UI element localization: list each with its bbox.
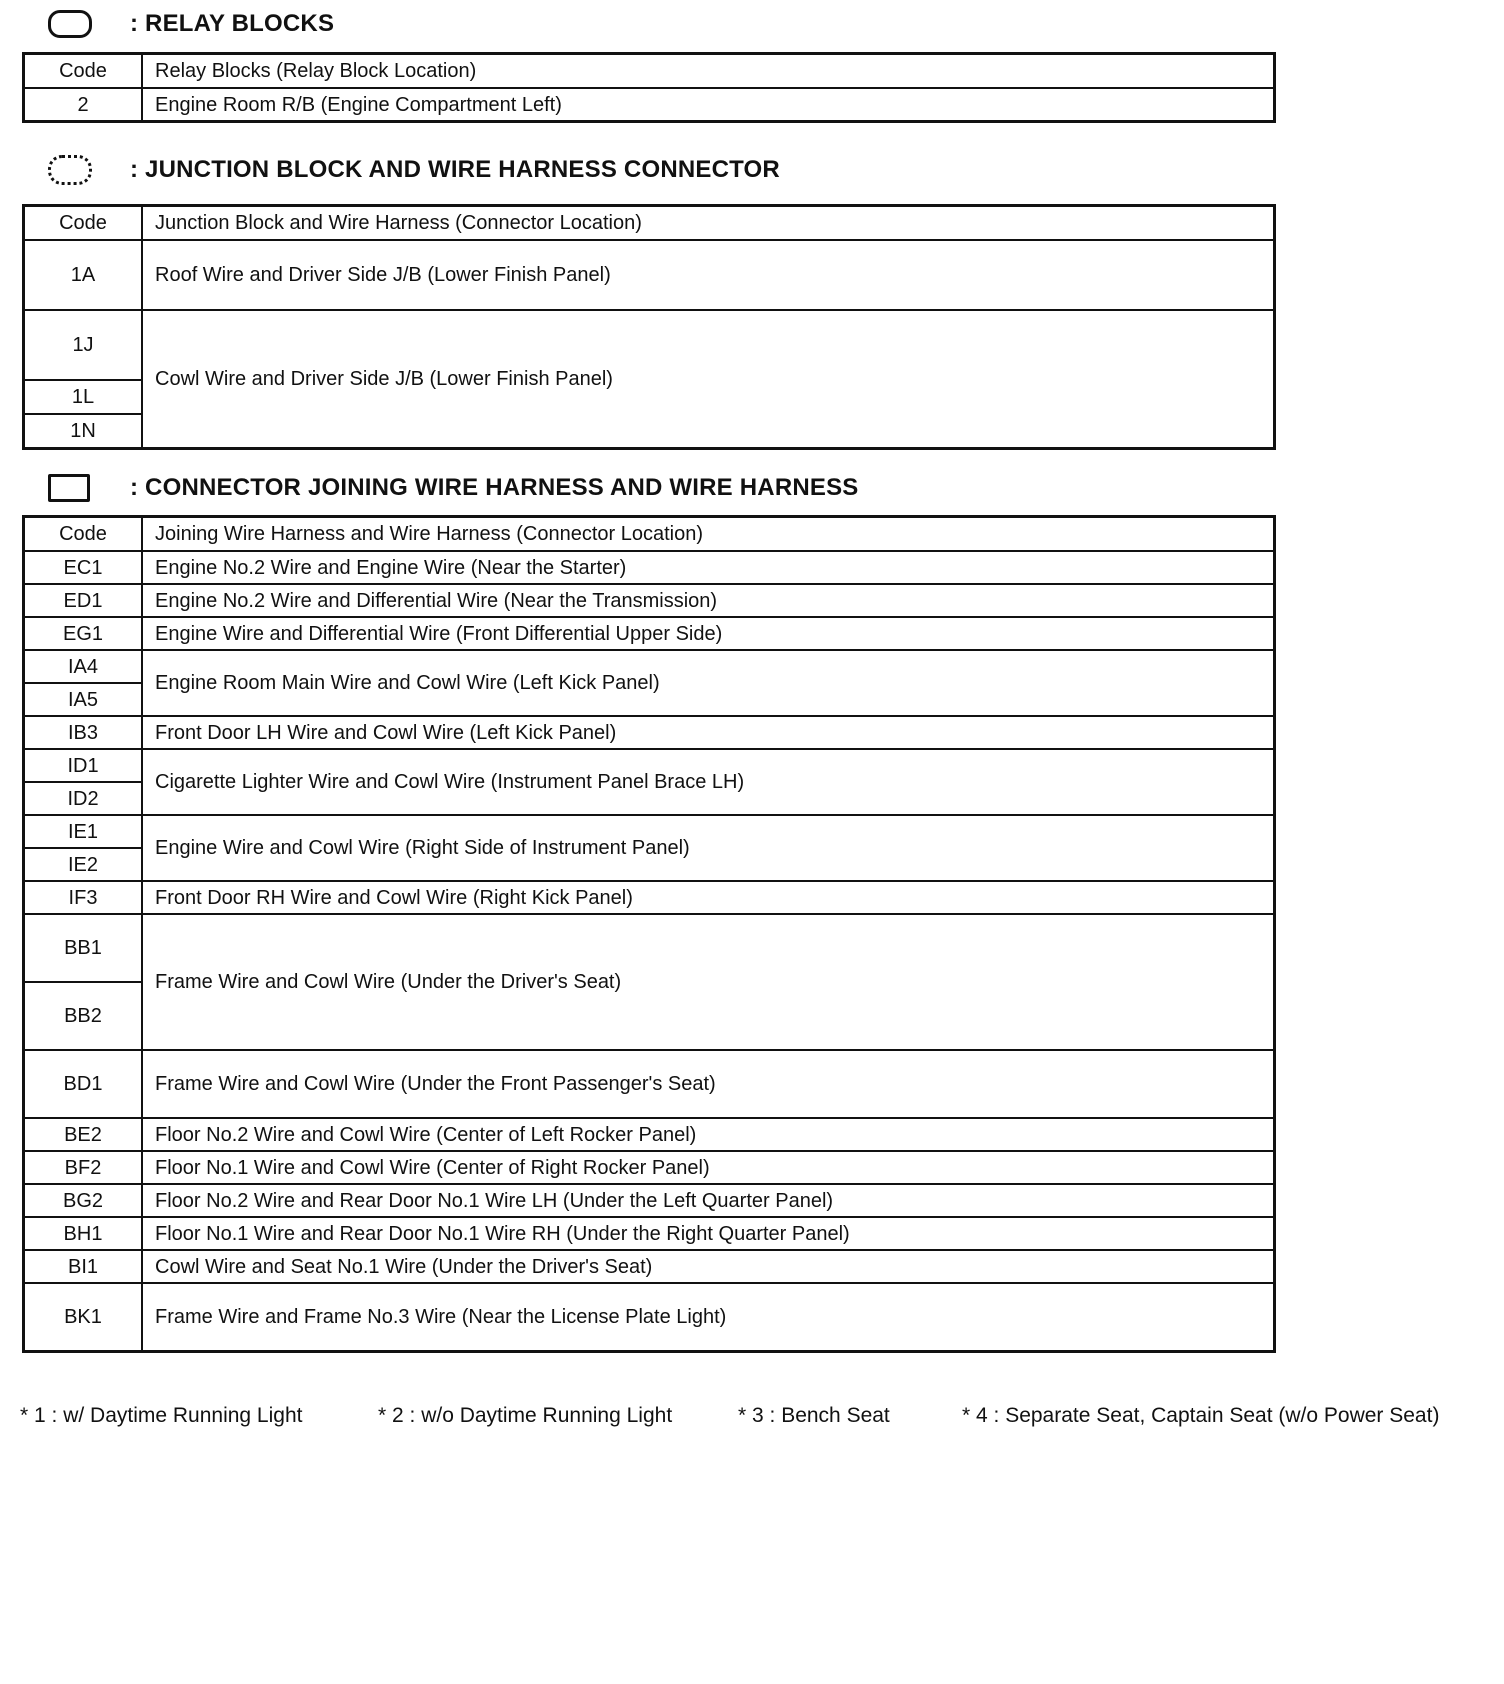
code-cell: BD1 xyxy=(24,1050,143,1118)
description-cell: Floor No.2 Wire and Cowl Wire (Center of Left Rocker Panel) xyxy=(142,1118,1275,1151)
table-row xyxy=(24,1050,1275,1118)
footnote: * 3 : Bench Seat xyxy=(738,1404,890,1427)
table-row xyxy=(24,914,1275,982)
code-header: Code xyxy=(24,54,143,89)
square-icon xyxy=(48,474,90,502)
code-cell: ED1 xyxy=(24,584,143,617)
table-row xyxy=(24,88,1275,122)
code-cell: IE2 xyxy=(24,848,143,881)
description-header: Joining Wire Harness and Wire Harness (Connector Location) xyxy=(142,517,1275,552)
table-row xyxy=(24,310,1275,380)
junction-block-table xyxy=(22,204,1276,450)
description-cell: Engine No.2 Wire and Differential Wire (Near the Transmission) xyxy=(142,584,1275,617)
table-row xyxy=(24,881,1275,914)
description-header: Relay Blocks (Relay Block Location) xyxy=(142,54,1275,89)
table-header-row xyxy=(24,517,1275,552)
code-cell: IE1 xyxy=(24,815,143,848)
table-row xyxy=(24,716,1275,749)
description-cell: Front Door LH Wire and Cowl Wire (Left Kick Panel) xyxy=(142,716,1275,749)
code-header: Code xyxy=(24,206,143,241)
table-header-row xyxy=(24,54,1275,89)
code-cell: 1J xyxy=(24,310,143,380)
description-cell: Frame Wire and Frame No.3 Wire (Near the License Plate Light) xyxy=(142,1283,1275,1352)
code-cell: 1N xyxy=(24,414,143,448)
code-cell: EG1 xyxy=(24,617,143,650)
footnote: * 1 : w/ Daytime Running Light xyxy=(20,1404,303,1427)
section-heading-junction-block xyxy=(48,150,780,190)
table-row xyxy=(24,551,1275,584)
description-cell: Floor No.1 Wire and Rear Door No.1 Wire RH (Under the Right Quarter Panel) xyxy=(142,1217,1275,1250)
footnote: * 4 : Separate Seat, Captain Seat (w/o Power Seat) xyxy=(962,1404,1440,1427)
rounded-rectangle-icon xyxy=(48,10,92,38)
description-cell: Engine Room R/B (Engine Compartment Left) xyxy=(142,88,1275,122)
code-cell: BK1 xyxy=(24,1283,143,1352)
table-row xyxy=(24,1250,1275,1283)
table-row xyxy=(24,749,1275,782)
table-header-row xyxy=(24,206,1275,241)
code-cell: 2 xyxy=(24,88,143,122)
relay-blocks-table xyxy=(22,52,1276,123)
description-cell: Floor No.2 Wire and Rear Door No.1 Wire LH (Under the Left Quarter Panel) xyxy=(142,1184,1275,1217)
section-heading-relay-blocks xyxy=(48,4,335,44)
code-cell: BH1 xyxy=(24,1217,143,1250)
description-cell: Cowl Wire and Seat No.1 Wire (Under the Driver's Seat) xyxy=(142,1250,1275,1283)
table-row xyxy=(24,1283,1275,1352)
table-row xyxy=(24,650,1275,683)
table-row xyxy=(24,1217,1275,1250)
code-cell: BF2 xyxy=(24,1151,143,1184)
section-title: : RELAY BLOCKS xyxy=(130,10,335,37)
description-cell: Engine Wire and Cowl Wire (Right Side of Instrument Panel) xyxy=(142,815,1275,881)
table-row xyxy=(24,240,1275,310)
code-header: Code xyxy=(24,517,143,552)
description-cell: Front Door RH Wire and Cowl Wire (Right Kick Panel) xyxy=(142,881,1275,914)
description-cell: Frame Wire and Cowl Wire (Under the Front Passenger's Seat) xyxy=(142,1050,1275,1118)
description-cell: Frame Wire and Cowl Wire (Under the Driver's Seat) xyxy=(142,914,1275,1050)
code-cell: BI1 xyxy=(24,1250,143,1283)
code-cell: BG2 xyxy=(24,1184,143,1217)
description-cell: Engine Wire and Differential Wire (Front Differential Upper Side) xyxy=(142,617,1275,650)
description-cell: Engine Room Main Wire and Cowl Wire (Left Kick Panel) xyxy=(142,650,1275,716)
code-cell: BB2 xyxy=(24,982,143,1050)
dotted-rounded-rectangle-icon xyxy=(48,155,92,185)
section-title: : JUNCTION BLOCK AND WIRE HARNESS CONNECTOR xyxy=(130,156,780,183)
table-row xyxy=(24,1118,1275,1151)
code-cell: IB3 xyxy=(24,716,143,749)
table-row xyxy=(24,1184,1275,1217)
description-header: Junction Block and Wire Harness (Connector Location) xyxy=(142,206,1275,241)
footnotes xyxy=(20,1404,1500,1432)
table-row xyxy=(24,584,1275,617)
code-cell: 1L xyxy=(24,380,143,414)
description-cell: Engine No.2 Wire and Engine Wire (Near the Starter) xyxy=(142,551,1275,584)
code-cell: BB1 xyxy=(24,914,143,982)
code-cell: ID2 xyxy=(24,782,143,815)
section-title: : CONNECTOR JOINING WIRE HARNESS AND WIRE HARNESS xyxy=(130,474,859,501)
description-cell: Floor No.1 Wire and Cowl Wire (Center of Right Rocker Panel) xyxy=(142,1151,1275,1184)
code-cell: 1A xyxy=(24,240,143,310)
code-cell: ID1 xyxy=(24,749,143,782)
code-cell: IF3 xyxy=(24,881,143,914)
description-cell: Cowl Wire and Driver Side J/B (Lower Finish Panel) xyxy=(142,310,1275,448)
code-cell: IA5 xyxy=(24,683,143,716)
description-cell: Cigarette Lighter Wire and Cowl Wire (Instrument Panel Brace LH) xyxy=(142,749,1275,815)
code-cell: EC1 xyxy=(24,551,143,584)
code-cell: BE2 xyxy=(24,1118,143,1151)
code-cell: IA4 xyxy=(24,650,143,683)
table-row xyxy=(24,617,1275,650)
section-heading-connector-joining xyxy=(48,468,859,508)
description-cell: Roof Wire and Driver Side J/B (Lower Finish Panel) xyxy=(142,240,1275,310)
table-row xyxy=(24,815,1275,848)
footnote: * 2 : w/o Daytime Running Light xyxy=(378,1404,673,1427)
table-row xyxy=(24,1151,1275,1184)
connector-joining-table xyxy=(22,515,1276,1353)
